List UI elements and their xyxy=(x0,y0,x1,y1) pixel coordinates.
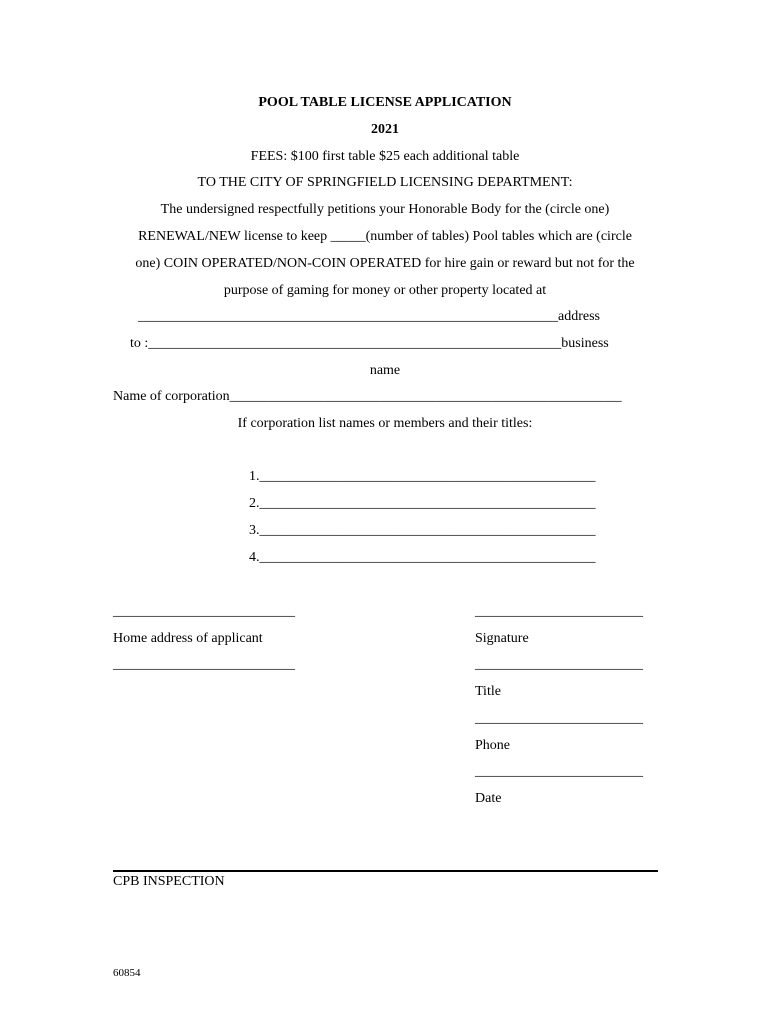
business-name-label: name xyxy=(369,363,401,378)
title-label: Title xyxy=(475,684,501,699)
date-field[interactable]: ________________________ xyxy=(475,764,643,779)
title-field[interactable]: ________________________ xyxy=(475,657,643,672)
member-field-2[interactable]: 2.________________________________________________ xyxy=(249,496,596,511)
member-field-4[interactable]: 4.________________________________________________ xyxy=(249,550,596,565)
date-label: Date xyxy=(475,791,502,806)
member-field-1[interactable]: 1.________________________________________________ xyxy=(249,469,596,484)
petition-line-4: purpose of gaming for money or other property located at xyxy=(223,283,547,298)
member-field-3[interactable]: 3.________________________________________________ xyxy=(249,523,596,538)
business-field[interactable]: to :___________________________________________________________business xyxy=(130,336,609,351)
fees-line: FEES: $100 first table $25 each additional table xyxy=(250,149,520,164)
home-address-field-2[interactable]: __________________________ xyxy=(113,657,295,672)
form-number: 60854 xyxy=(113,967,141,979)
inspection-divider xyxy=(113,870,658,872)
signature-field[interactable]: ________________________ xyxy=(475,604,643,619)
petition-line-2: RENEWAL/NEW license to keep _____(number of tables) Pool tables which are (circle xyxy=(138,229,632,244)
home-address-label: Home address of applicant xyxy=(113,631,263,646)
form-year: 2021 xyxy=(371,122,399,137)
phone-label: Phone xyxy=(475,738,510,753)
address-field[interactable]: ____________________________________________________________address xyxy=(138,309,600,324)
petition-line-1: The undersigned respectfully petitions your Honorable Body for the (circle one) xyxy=(160,202,610,217)
corporation-members-label: If corporation list names or members and their titles: xyxy=(237,416,533,431)
addressee-line: TO THE CITY OF SPRINGFIELD LICENSING DEPARTMENT: xyxy=(197,175,573,190)
home-address-field[interactable]: __________________________ xyxy=(113,604,295,619)
form-title: POOL TABLE LICENSE APPLICATION xyxy=(258,95,512,110)
phone-field[interactable]: ________________________ xyxy=(475,711,643,726)
corporation-name-field[interactable]: Name of corporation________________________________________________________ xyxy=(113,389,622,404)
cpb-inspection-label: CPB INSPECTION xyxy=(113,874,225,889)
signature-label: Signature xyxy=(475,631,529,646)
petition-line-3: one) COIN OPERATED/NON-COIN OPERATED for hire gain or reward but not for the xyxy=(135,256,635,271)
